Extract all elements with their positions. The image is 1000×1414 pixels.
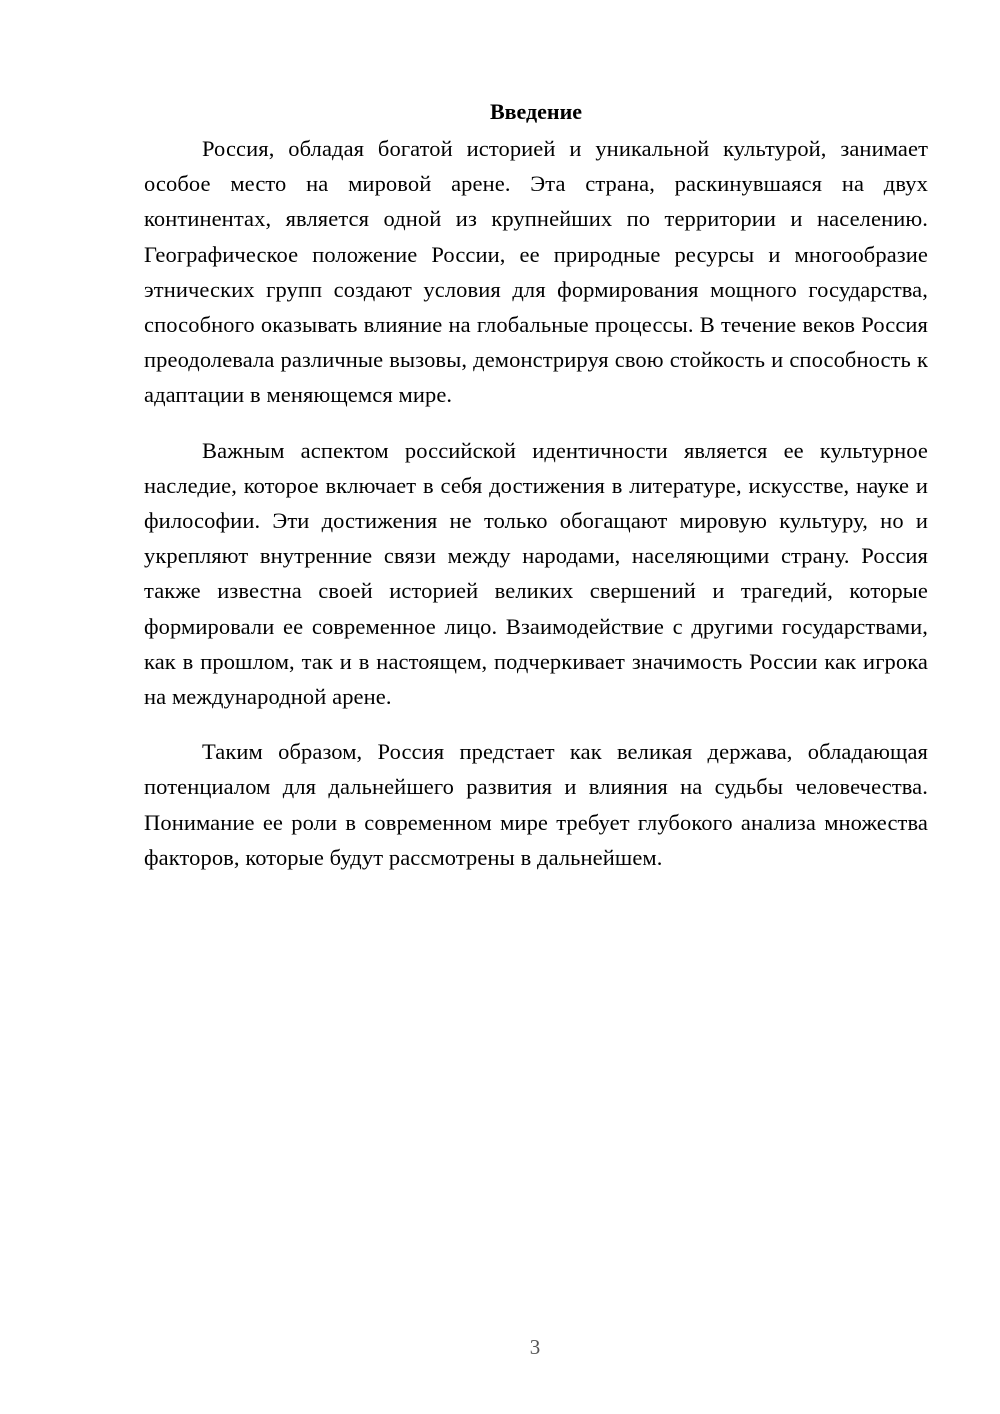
page-number: 3 xyxy=(529,1335,541,1359)
paragraph-1: Россия, обладая богатой историей и уникальной культурой, занимает особое место на мировой арене. Эта страна, раскинувшаяся на двух континентах, является одной из крупнейших по территории и населению. Географическое положение России, ее природные ресурсы и многообразие этнических групп создают условия для формирования мощного государства, способного оказывать влияние на глобальные процессы. В течение веков Россия преодолевала различные вызовы, демонстрируя свою стойкость и способность к адаптации в меняющемся мире. xyxy=(144,136,928,408)
section-heading: Введение xyxy=(489,99,583,124)
paragraph-3: Таким образом, Россия предстает как великая держава, обладающая потенциалом для дальнейшего развития и влияния на судьбы человечества. Понимание ее роли в современном мире требует глубокого анализа множества факторов, которые будут рассмотрены в дальнейшем. xyxy=(144,739,928,870)
paragraph-2: Важным аспектом российской идентичности является ее культурное наследие, которое включает в себя достижения в литературе, искусстве, науке и философии. Эти достижения не только обогащают мировую культуру, но и укрепляют внутренние связи между народами, населяющими страну. Россия также известна своей историей великих свершений и трагедий, которые формировали ее современное лицо. Взаимодействие с другими государствами, как в прошлом, так и в настоящем, подчеркивает значимость России как игрока на международной арене. xyxy=(144,437,928,710)
page-content xyxy=(144,96,928,875)
